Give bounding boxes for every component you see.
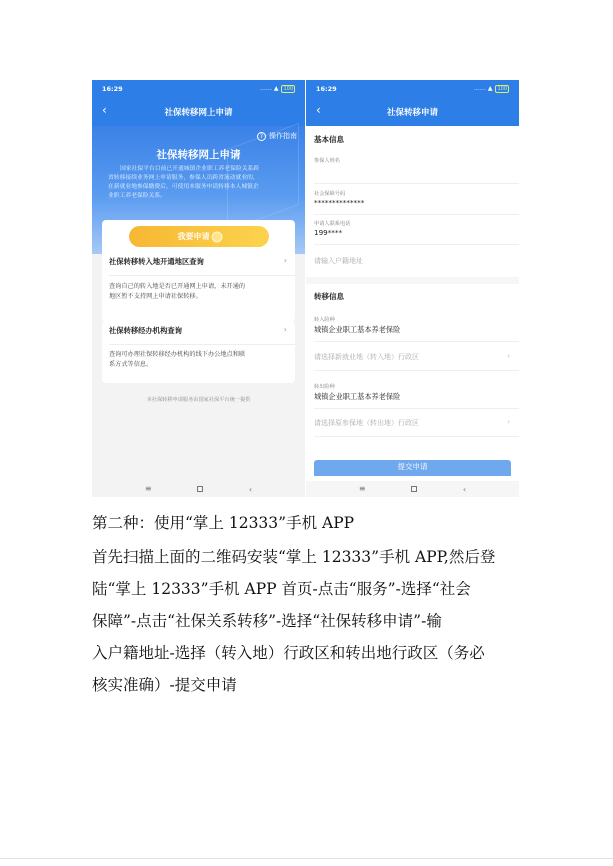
divider bbox=[109, 344, 295, 345]
back-icon[interactable]: ‹ bbox=[248, 484, 253, 494]
divider bbox=[314, 370, 519, 371]
card-desc-line: 查询自己的转入地是否已开通网上申请，未开通的 bbox=[109, 283, 246, 290]
submit-button[interactable]: 提交申请 bbox=[314, 460, 511, 476]
apply-button-label: 我要申请 bbox=[177, 232, 210, 241]
ssn-value: ************** bbox=[314, 198, 365, 207]
hero-desc-line: 在新就业地参保缴费后，可使用本服务申请转移本人城镇企 bbox=[108, 184, 259, 190]
card-title[interactable]: 社保转移转入地开通地区查询 bbox=[109, 257, 204, 266]
name-label: 参保人姓名 bbox=[314, 158, 340, 164]
signal-icon: …… ▲ bbox=[473, 85, 493, 92]
service-footnote: 本社保转移申请服务由国家社保平台统一提供 bbox=[146, 397, 251, 403]
back-icon[interactable]: ‹ bbox=[462, 484, 467, 494]
screenshot-online-application bbox=[92, 80, 305, 497]
guide-label: 操作指南 bbox=[269, 132, 297, 140]
status-bar bbox=[306, 80, 519, 97]
battery-icon: 100 bbox=[283, 85, 293, 92]
home-icon[interactable] bbox=[411, 486, 417, 492]
menu-icon[interactable]: ≡ bbox=[144, 484, 152, 493]
status-icons bbox=[474, 85, 509, 93]
paragraph-line: 核实准确）-提交申请 bbox=[92, 676, 237, 694]
nav-bar bbox=[306, 97, 519, 126]
apply-button[interactable] bbox=[129, 226, 269, 247]
card-desc-line: 地区暂不支持网上申请社保转移。 bbox=[109, 293, 202, 300]
card-desc-line: 查询可办理社保转移经办机构的线下办公地点和联 bbox=[109, 351, 246, 358]
method-steps bbox=[92, 541, 522, 701]
divider bbox=[314, 244, 519, 245]
phone-label: 申请人联系电话 bbox=[314, 221, 351, 227]
menu-icon[interactable]: ≡ bbox=[358, 484, 366, 493]
chevron-right-icon[interactable]: › bbox=[283, 256, 287, 265]
nav-title: 社保转移网上申请 bbox=[164, 107, 233, 118]
question-icon: ? bbox=[257, 132, 266, 141]
card-description bbox=[109, 350, 287, 370]
query-card-agencies bbox=[102, 321, 295, 383]
home-icon[interactable] bbox=[197, 486, 203, 492]
sparkle-icon bbox=[213, 233, 221, 241]
hukou-address-input[interactable]: 请输入户籍地址 bbox=[314, 257, 363, 265]
ssn-label: 社会保障号码 bbox=[314, 191, 346, 197]
status-time: 16:29 bbox=[316, 84, 337, 93]
chevron-right-icon[interactable]: › bbox=[283, 325, 287, 334]
system-nav-bar bbox=[92, 481, 305, 497]
back-icon[interactable]: ‹ bbox=[316, 103, 321, 117]
out-type-value: 城镇企业职工基本养老保险 bbox=[314, 392, 401, 401]
screenshot-transfer-form bbox=[306, 80, 519, 497]
card-desc-line: 系方式等信息。 bbox=[109, 361, 153, 368]
divider bbox=[314, 408, 519, 409]
hero-desc-line: 省转移接续业务网上申请服务，参保人员跨省流动就业的， bbox=[108, 175, 259, 181]
battery-icon: 100 bbox=[497, 85, 507, 92]
status-time: 16:29 bbox=[102, 84, 123, 93]
out-region-select[interactable]: 请选择原参保地（转出地）行政区 bbox=[314, 419, 419, 427]
out-type-label: 转出险种 bbox=[314, 384, 335, 390]
system-nav-bar bbox=[306, 481, 519, 497]
paragraph-line: 陆“掌上 12333”手机 APP 首页-点击“服务”-选择“社会 bbox=[92, 580, 471, 598]
paragraph-line: 首先扫描上面的二维码安装“掌上 12333”手机 APP,然后登 bbox=[92, 548, 496, 566]
divider bbox=[314, 436, 519, 437]
hero-desc-line: 国家社保平台目前已开通城镇企业职工养老保险关系跨 bbox=[120, 166, 260, 172]
nav-title: 社保转移申请 bbox=[386, 107, 438, 118]
chevron-right-icon[interactable]: › bbox=[507, 418, 510, 426]
status-bar bbox=[92, 80, 305, 97]
card-description bbox=[109, 282, 287, 302]
query-card-regions bbox=[102, 220, 295, 322]
phone-value: 199**** bbox=[314, 228, 343, 237]
method-heading: 第二种：使用“掌上 12333”手机 APP bbox=[92, 514, 355, 532]
hero-description bbox=[108, 165, 289, 201]
divider bbox=[314, 214, 519, 215]
divider bbox=[109, 275, 295, 276]
in-type-label: 转入险种 bbox=[314, 317, 335, 323]
page-divider bbox=[0, 858, 613, 859]
section-title-transfer: 转移信息 bbox=[314, 292, 344, 301]
section-title-basic: 基本信息 bbox=[314, 135, 344, 144]
back-icon[interactable]: ‹ bbox=[102, 103, 107, 117]
divider bbox=[314, 183, 519, 184]
paragraph-line: 入户籍地址-选择（转入地）行政区和转出地行政区（务必 bbox=[92, 644, 485, 662]
guide-link[interactable] bbox=[257, 131, 297, 141]
in-region-select[interactable]: 请选择新就业地（转入地）行政区 bbox=[314, 353, 419, 361]
paragraph-line: 保障”-点击“社保关系转移”-选择“社保转移申请”-输 bbox=[92, 612, 442, 630]
hero-title: 社保转移网上申请 bbox=[156, 149, 241, 161]
card-title[interactable]: 社保转移经办机构查询 bbox=[109, 326, 182, 335]
nav-bar bbox=[92, 97, 305, 126]
signal-icon: …… ▲ bbox=[259, 85, 279, 92]
section-gap bbox=[306, 277, 519, 284]
hero-desc-line: 业职工养老保险关系。 bbox=[108, 193, 166, 199]
status-icons bbox=[260, 85, 295, 93]
in-type-value: 城镇企业职工基本养老保险 bbox=[314, 325, 401, 334]
transfer-form bbox=[306, 126, 519, 497]
divider bbox=[314, 341, 519, 342]
chevron-right-icon[interactable]: › bbox=[507, 352, 510, 360]
